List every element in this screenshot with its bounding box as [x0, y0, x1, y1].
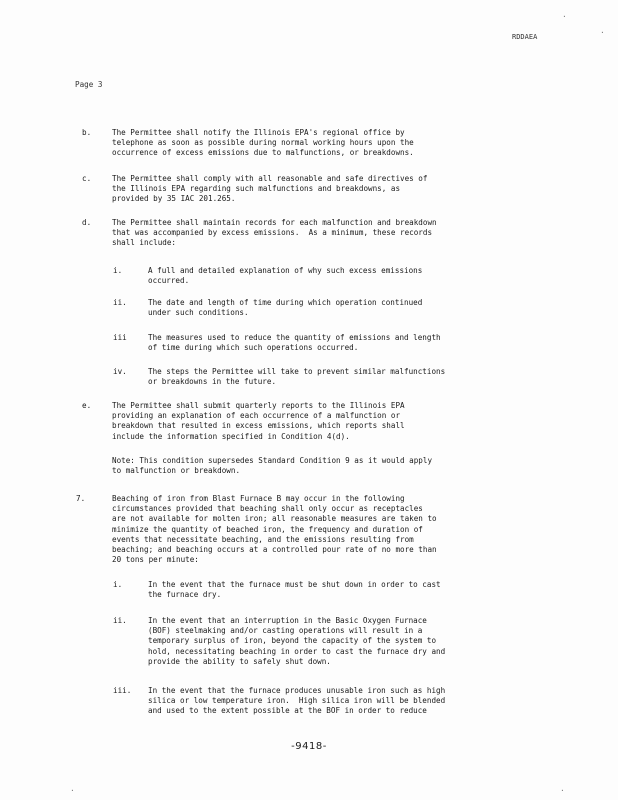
subcondition-text: The date and length of time during which operation continued under such conditions.	[148, 298, 423, 318]
page-number: -9418-	[291, 741, 327, 752]
subcondition-text: A full and detailed explanation of why such excess emissions occurred.	[148, 266, 423, 286]
subcondition-label: iii.	[113, 686, 132, 695]
condition-label: c.	[82, 174, 92, 183]
subcondition-text: In the event that an interruption in the Basic Oxygen Furnace (BOF) steelmaking and/or casting operations will result in a temporary surplus of iron, beyond the capacity of the system to hold, necessitating beaching in order to cast the furnace dry and provide the ability to safely shut down.	[148, 616, 446, 666]
condition-text: Beaching of iron from Blast Furnace B may occur in the following circumstances provided that beaching shall only occur as receptacles are not available for molten iron; all reasonable measures are taken to minimize the quantity of beached iron, the frequency and duration of events that necessitate beaching, and the emissions resulting from beaching; and beaching occurs at a controlled pour rate of no more than 20 tons per minute:	[112, 494, 437, 565]
condition-text: The Permittee shall notify the Illinois EPA's regional office by telephone as soon as possible during normal working hours upon the occurrence of excess emissions due to malfunctions, or breakdowns.	[112, 128, 414, 158]
subcondition-label: i.	[113, 580, 123, 589]
condition-label: e.	[82, 401, 92, 410]
condition-label: 7.	[76, 494, 86, 503]
subcondition-text: The steps the Permittee will take to prevent similar malfunctions or breakdowns in the future.	[148, 367, 446, 387]
subcondition-label: iv.	[113, 367, 127, 376]
subcondition-text: The measures used to reduce the quantity of emissions and length of time during which such operations occurred.	[148, 333, 441, 353]
subcondition-text: In the event that the furnace produces unusable iron such as high silica or low temperature iron. High silica iron will be blended and used to the extent possible at the BOF in order to reduce	[148, 686, 446, 716]
subcondition-label: ii.	[113, 616, 127, 625]
condition-text: The Permittee shall submit quarterly reports to the Illinois EPA providing an explanation of each occurrence of a malfunction or breakdown that resulted in excess emissions, which reports shall include the information specified in Condition 4(d).	[112, 401, 405, 441]
scan-speck: .	[600, 26, 605, 35]
scan-speck: .	[562, 10, 567, 19]
subcondition-label: iii	[113, 333, 127, 342]
subcondition-label: ii.	[113, 298, 127, 307]
condition-label: b.	[82, 128, 92, 137]
scan-speck: .	[70, 784, 75, 793]
condition-text: The Permittee shall comply with all reasonable and safe directives of the Illinois EPA regarding such malfunctions and breakdowns, as provided by 35 IAC 201.265.	[112, 174, 428, 204]
page-label: Page 3	[75, 80, 103, 89]
document-code: RDDAEA	[512, 33, 538, 41]
condition-note: Note: This condition supersedes Standard Condition 9 as it would apply to malfunction or breakdown.	[112, 456, 433, 476]
condition-text: The Permittee shall maintain records for each malfunction and breakdown that was accompanied by excess emissions. As a minimum, these records shall include:	[112, 218, 437, 248]
subcondition-text: In the event that the furnace must be shut down in order to cast the furnace dry.	[148, 580, 441, 600]
subcondition-label: i.	[113, 266, 123, 275]
condition-label: d.	[82, 218, 92, 227]
scan-speck: .	[560, 784, 565, 793]
